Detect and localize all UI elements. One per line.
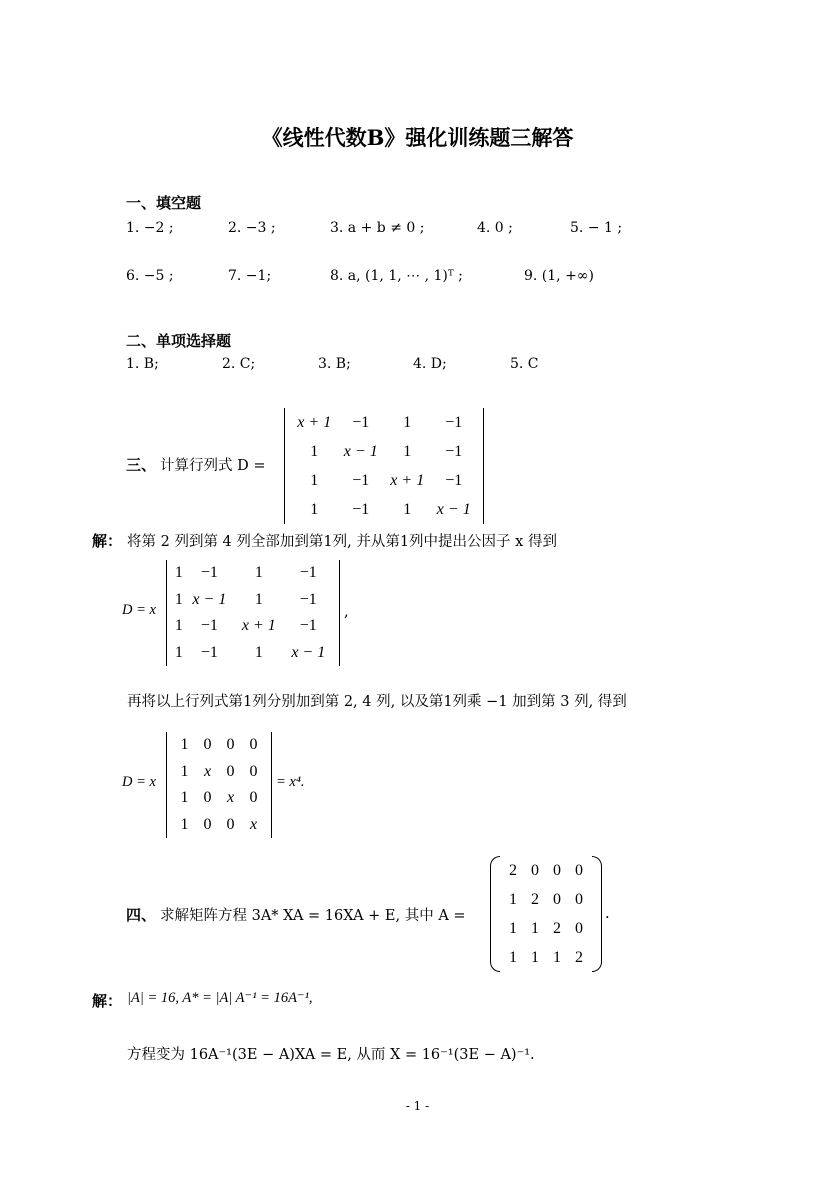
matrix-A-suffix: . (605, 906, 610, 922)
section4-problem: 求解矩阵方程 3A* XA = 16XA + E, 其中 A = (160, 908, 466, 924)
matrix-cell: 0 (575, 861, 583, 879)
matrix-cell: x + 1 (297, 413, 332, 431)
section3-problem: 计算行列式 D = (160, 458, 266, 474)
matrix-cell: x (226, 789, 235, 807)
matrix-cell: −1 (352, 471, 370, 489)
matrix-cell: 2 (509, 861, 517, 879)
matrix-cell: −1 (445, 413, 463, 431)
fill-answer-7: 7. −1; (228, 268, 272, 284)
determinant-step2 (166, 732, 272, 838)
section1-heading: 一、填空题 (126, 194, 202, 212)
matrix-cell: 0 (203, 736, 212, 754)
matrix-cell: 1 (180, 762, 189, 780)
matrix-cell: 1 (403, 500, 412, 518)
section2-heading: 二、单项选择题 (126, 332, 232, 350)
matrix-row (173, 759, 265, 786)
matrix-cell: 1 (531, 948, 539, 966)
section3-step2-text: 再将以上行列式第1列分别加到第 2, 4 列, 以及第1列乘 −1 加到第 3 列, 得到 (127, 694, 627, 710)
matrix-row (173, 613, 333, 640)
matrix-cell: x (249, 815, 258, 833)
fill-answer-9: 9. (1, +∞) (524, 268, 594, 284)
matrix-cell: 0 (249, 736, 258, 754)
matrix-cell: 0 (553, 890, 561, 908)
matrix-cell: x + 1 (241, 617, 276, 635)
fill-answer-8: 8. a, (1, 1, ⋯ , 1)ᵀ ; (330, 268, 463, 284)
matrix-cell: −1 (445, 471, 463, 489)
matrix-row (291, 495, 477, 524)
matrix-cell: −1 (352, 413, 370, 431)
matrix-row (291, 408, 477, 437)
right-paren-icon (592, 856, 602, 972)
matrix-cell: x (203, 762, 212, 780)
matrix-cell: 1 (509, 890, 517, 908)
matrix-cell: x − 1 (436, 500, 471, 518)
eq2-suffix: = x⁴. (276, 774, 305, 790)
matrix-cell: 1 (180, 736, 189, 754)
matrix-row (502, 856, 590, 885)
fill-answer-3: 3. a + b ≠ 0 ; (330, 220, 425, 236)
fill-answer-1: 1. −2 ; (126, 220, 174, 236)
section3-solution-text: 将第 2 列到第 4 列全部加到第1列, 并从第1列中提出公因子 x 得到 (127, 534, 557, 550)
choice-answer-5: 5. C (510, 356, 539, 372)
eq1-prefix: D = x (122, 602, 156, 618)
matrix-cell: x − 1 (343, 442, 378, 460)
matrix-cell: 0 (226, 815, 235, 833)
matrix-cell: 0 (226, 736, 235, 754)
matrix-cell: 1 (403, 442, 412, 460)
choice-answer-1: 1. B; (126, 356, 159, 372)
section4-heading: 四、 (126, 906, 157, 924)
page-number: - 1 - (405, 1099, 430, 1113)
matrix-cell: 1 (174, 617, 183, 635)
section4-solution-label: 解： (92, 992, 123, 1010)
section3-solution-label: 解： (92, 532, 123, 550)
matrix-cell: 1 (174, 590, 183, 608)
matrix-cell: 1 (174, 564, 183, 582)
matrix-cell: 0 (249, 789, 258, 807)
matrix-cell: 0 (203, 815, 212, 833)
matrix-cell: x − 1 (192, 590, 227, 608)
matrix-cell: 1 (254, 564, 263, 582)
matrix-cell: 1 (531, 919, 539, 937)
matrix-cell: 1 (509, 919, 517, 937)
matrix-row (173, 785, 265, 812)
matrix-cell: 1 (310, 471, 319, 489)
eq2-prefix: D = x (122, 774, 156, 790)
matrix-cell: 0 (575, 890, 583, 908)
matrix-cell: 1 (310, 500, 319, 518)
matrix-cell: −1 (299, 617, 317, 635)
matrix-row (502, 885, 590, 914)
matrix-row (173, 587, 333, 614)
matrix-cell: 1 (553, 948, 561, 966)
matrix-row (173, 560, 333, 587)
matrix-cell: x + 1 (390, 471, 425, 489)
matrix-cell: 0 (553, 861, 561, 879)
matrix-cell: 0 (575, 919, 583, 937)
choice-answer-3: 3. B; (318, 356, 351, 372)
matrix-cell: 1 (254, 643, 263, 661)
matrix-row (291, 437, 477, 466)
matrix-cell: 1 (403, 413, 412, 431)
matrix-cell: −1 (352, 500, 370, 518)
matrix-cell: 0 (226, 762, 235, 780)
eq1-suffix: , (344, 604, 349, 620)
matrix-cell: −1 (200, 643, 218, 661)
matrix-cell: 0 (249, 762, 258, 780)
matrix-row (502, 943, 590, 972)
matrix-cell: 1 (310, 442, 319, 460)
matrix-cell: 1 (509, 948, 517, 966)
matrix-row (291, 466, 477, 495)
matrix-cell: 0 (531, 861, 539, 879)
matrix-row (173, 732, 265, 759)
matrix-cell: 2 (553, 919, 561, 937)
matrix-cell: 1 (254, 590, 263, 608)
matrix-row (173, 640, 333, 667)
left-paren-icon (490, 856, 500, 972)
matrix-cell: x − 1 (291, 643, 326, 661)
determinant-step1 (166, 560, 340, 666)
fill-answer-2: 2. −3 ; (228, 220, 276, 236)
matrix-cell: 2 (531, 890, 539, 908)
matrix-cell: 1 (174, 643, 183, 661)
matrix-cell: −1 (200, 617, 218, 635)
matrix-cell: −1 (445, 442, 463, 460)
section3-heading: 三、 (126, 456, 157, 474)
matrix-row (173, 812, 265, 839)
matrix-A (490, 856, 602, 972)
matrix-cell: 1 (180, 815, 189, 833)
page-title: 《线性代数B》强化训练题三解答 (261, 125, 574, 150)
matrix-cell: −1 (299, 590, 317, 608)
section4-solution-line2: 方程变为 16A⁻¹(3E − A)XA = E, 从而 X = 16⁻¹(3E − A)⁻¹. (127, 1047, 535, 1063)
section4-solution-line1: |A| = 16, A* = |A| A⁻¹ = 16A⁻¹, (127, 990, 313, 1006)
matrix-cell: 2 (575, 948, 583, 966)
fill-answer-6: 6. −5 ; (126, 268, 174, 284)
fill-answer-5: 5. − 1 ; (570, 220, 623, 236)
matrix-row (502, 914, 590, 943)
choice-answer-4: 4. D; (413, 356, 447, 372)
matrix-cell: −1 (200, 564, 218, 582)
matrix-cell: 1 (180, 789, 189, 807)
determinant-D (284, 408, 484, 524)
matrix-cell: −1 (299, 564, 317, 582)
matrix-cell: 0 (203, 789, 212, 807)
choice-answer-2: 2. C; (222, 356, 256, 372)
fill-answer-4: 4. 0 ; (477, 220, 513, 236)
